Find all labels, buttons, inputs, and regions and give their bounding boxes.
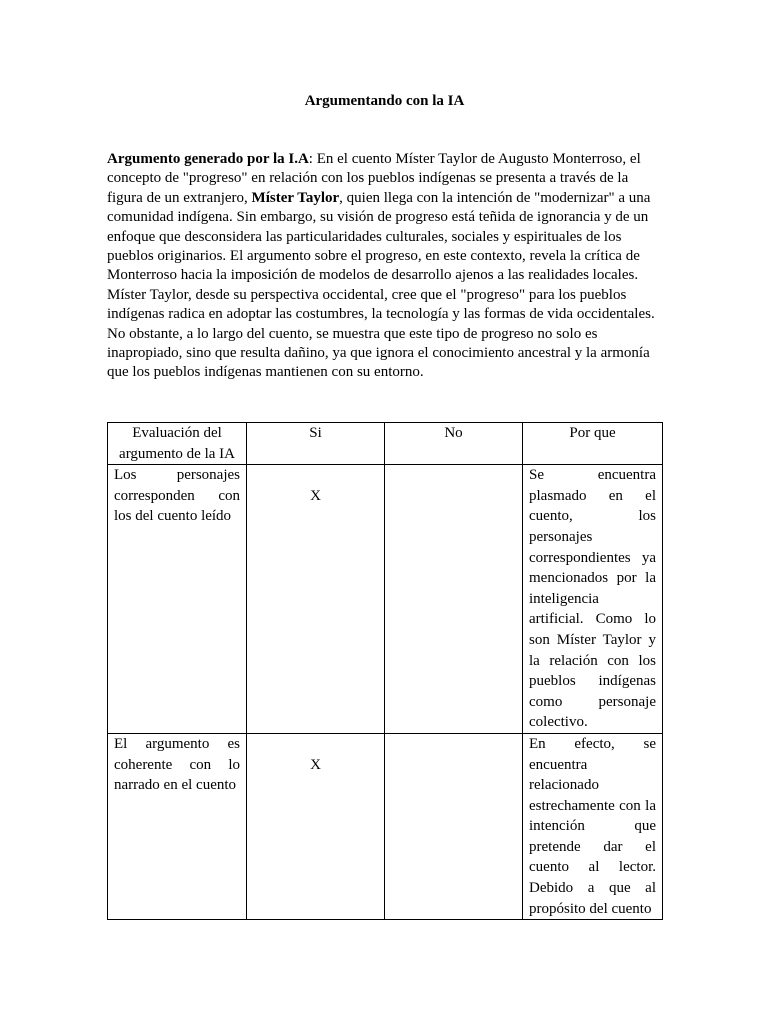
row-no-mark (385, 465, 523, 734)
row-reason: Se encuentra plasmado en el cuento, los personajes correspondientes ya mencionados por la inteligencia artificial. Como lo son Míster Taylor y la relación con los pueblos indígenas como personaje colectivo. (523, 465, 663, 734)
table-row (108, 733, 663, 919)
argument-text-before: : En el cuento Míster Taylor de Augusto Monterroso, el concepto de "progreso" en relación con los pueblos indígenas se presenta a través de la figura de un extranjero, (107, 151, 641, 206)
row-no-mark (385, 733, 523, 919)
document-title: Argumentando con la IA (304, 93, 465, 109)
table-row (108, 465, 663, 734)
row-si-mark: X (247, 465, 385, 734)
table-header-row (108, 423, 663, 465)
evaluation-table (107, 422, 663, 920)
header-evaluation: Evaluación del argumento de la IA (108, 423, 247, 465)
argument-character-name: Míster Taylor (251, 189, 340, 206)
row-criterion: El argumento es coherente con lo narrado en el cuento (108, 733, 247, 919)
header-no: No (385, 423, 523, 465)
argument-text-after: , quien llega con la intención de "modernizar" a una comunidad indígena. Sin embargo, su visión de progreso está teñida de ignorancia y de un enfoque que desconsidera las particularidades culturales, sociales y espirituales de los pueblos originarios. El argumento sobre el progreso, en este contexto, revela la crítica de Monterroso hacia la imposición de modelos de desarrollo ajenos a las realidades locales. Míster Taylor, desde su perspectiva occidental, cree que el "progreso" para los pueblos indígenas radica en adoptar las costumbres, la tecnología y las formas de vida occidentales. No obstante, a lo largo del cuento, se muestra que este tipo de progreso no solo es inapropiado, sino que resulta dañino, ya que ignora el conocimiento ancestral y la armonía que los pueblos indígenas mantienen con su entorno. (107, 189, 655, 381)
row-criterion: Los personajes corresponden con los del cuento leído (108, 465, 247, 734)
header-si: Si (247, 423, 385, 465)
argument-paragraph (107, 150, 662, 383)
header-por-que: Por que (523, 423, 663, 465)
row-si-mark: X (247, 733, 385, 919)
argument-label: Argumento generado por la I.A (107, 151, 309, 167)
row-reason: En efecto, se encuentra relacionado estrechamente con la intención que pretende dar el cuento al lector. Debido a que al propósito del cuento (523, 733, 663, 919)
